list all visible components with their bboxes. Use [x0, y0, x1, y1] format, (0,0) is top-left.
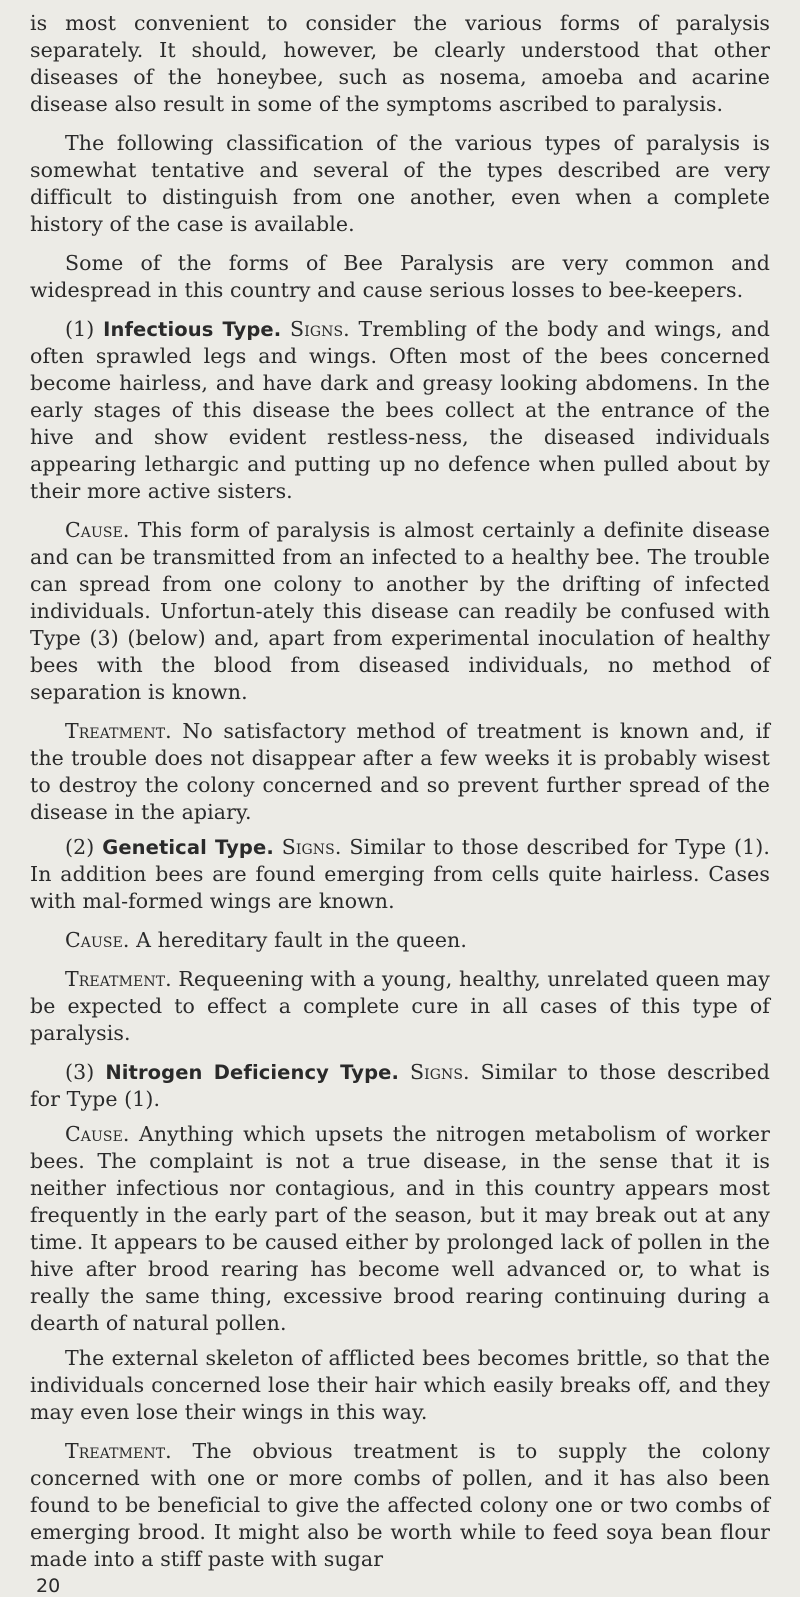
type1-treatment-text: No satisfactory method of treatment is known and, if the trouble does not disappear after a few weeks it is probably wisest to destroy the colony concerned and so prevent further spread of the disease in the apiary. [30, 719, 770, 824]
type1-treatment-label: Treatment. [65, 719, 172, 743]
document-page [30, 10, 770, 1597]
type1-cause-paragraph [30, 517, 770, 706]
page-number: 20 [36, 1575, 61, 1597]
type1-number: (1) [65, 317, 95, 341]
type2-signs-paragraph [30, 834, 770, 915]
type2-signs-text: Similar to those described for Type (1). In addition bees are found emerging from cells quite hairless. Cases with mal-formed wings are known. [30, 835, 770, 913]
type1-heading: Infectious Type. [103, 318, 282, 341]
type1-cause-label: Cause. [65, 518, 130, 542]
type1-signs-label: Signs. [290, 317, 350, 341]
type2-cause-text: A hereditary fault in the queen. [136, 928, 467, 952]
type3-treatment-text: The obvious treatment is to supply the colony concerned with one or more combs of pollen, and it has also been found to be beneficial to give the affected colony one or two combs of emerging brood. It might also be worth while to feed soya bean flour made into a stiff paste with sugar [30, 1439, 770, 1571]
type3-treatment-paragraph [30, 1438, 770, 1573]
paragraph-classification: The following classification of the various types of paralysis is somewhat tentative and several of the types described are very difficult to distinguish from one another, even when a complete history of the case is available. [30, 131, 770, 236]
type3-number: (3) [65, 1060, 95, 1084]
type1-signs-text: Trembling of the body and wings, and often sprawled legs and wings. Often most of the bees concerned become hairless, and have dark and greasy looking abdomens. In the early stages of this disease the bees collect at the entrance of the hive and show evident restless-ness, the diseased individuals appearing lethargic and putting up no defence when pulled about by their more active sisters. [30, 317, 771, 503]
type2-treatment-paragraph [30, 966, 770, 1047]
type2-cause-paragraph [30, 927, 770, 954]
type3-signs-paragraph [30, 1059, 770, 1113]
type3-cause-label: Cause. [65, 1122, 130, 1146]
type2-heading: Genetical Type. [102, 836, 274, 859]
type2-number: (2) [65, 835, 95, 859]
type3-cause-text: Anything which upsets the nitrogen metabolism of worker bees. The complaint is not a true disease, in the sense that it is neither infectious nor contagious, and in this country appears most frequently in the early part of the season, but it may break out at any time. It appears to be caused either by prolonged lack of pollen in the hive after brood rearing has become well advanced or, to what is really the same thing, excessive brood rearing continuing during a dearth of natural pollen. [30, 1122, 770, 1335]
paragraph-common-forms: Some of the forms of Bee Paralysis are very common and widespread in this country and cause serious losses to bee-keepers. [30, 251, 770, 302]
type2-treatment-text: Requeening with a young, healthy, unrelated queen may be expected to effect a complete cure in all cases of this type of paralysis. [30, 967, 770, 1045]
type2-signs-label: Signs. [281, 835, 342, 859]
type2-cause-label: Cause. [65, 928, 130, 952]
type3-cause-paragraph [30, 1121, 770, 1337]
type3-treatment-label: Treatment. [65, 1439, 172, 1463]
type1-signs-paragraph [30, 316, 770, 505]
type3-signs-label: Signs. [409, 1060, 470, 1084]
type1-cause-text: This form of paralysis is almost certainly a definite disease and can be transmitted from an infected to a healthy bee. The trouble can spread from one colony to another by the drifting of infected individuals. Unfortun-ately this disease can readily be confused with Type (3) (below) and, apart from experimental inoculation of healthy bees with the blood from diseased individuals, no method of separation is known. [30, 518, 770, 704]
type3-skeleton-paragraph: The external skeleton of afflicted bees becomes brittle, so that the individuals concerned lose their hair which easily breaks off, and they may even lose their wings in this way. [30, 1346, 770, 1424]
paragraph-intro-continued: is most convenient to consider the various forms of paralysis separately. It should, however, be clearly understood that other diseases of the honeybee, such as nosema, amoeba and acarine disease also result in some of the symptoms ascribed to paralysis. [30, 11, 770, 116]
type3-signs-text: Similar to those described for Type (1). [30, 1060, 770, 1111]
type1-treatment-paragraph [30, 718, 770, 826]
type3-heading: Nitrogen Deficiency Type. [105, 1061, 399, 1084]
type2-treatment-label: Treatment. [65, 967, 172, 991]
